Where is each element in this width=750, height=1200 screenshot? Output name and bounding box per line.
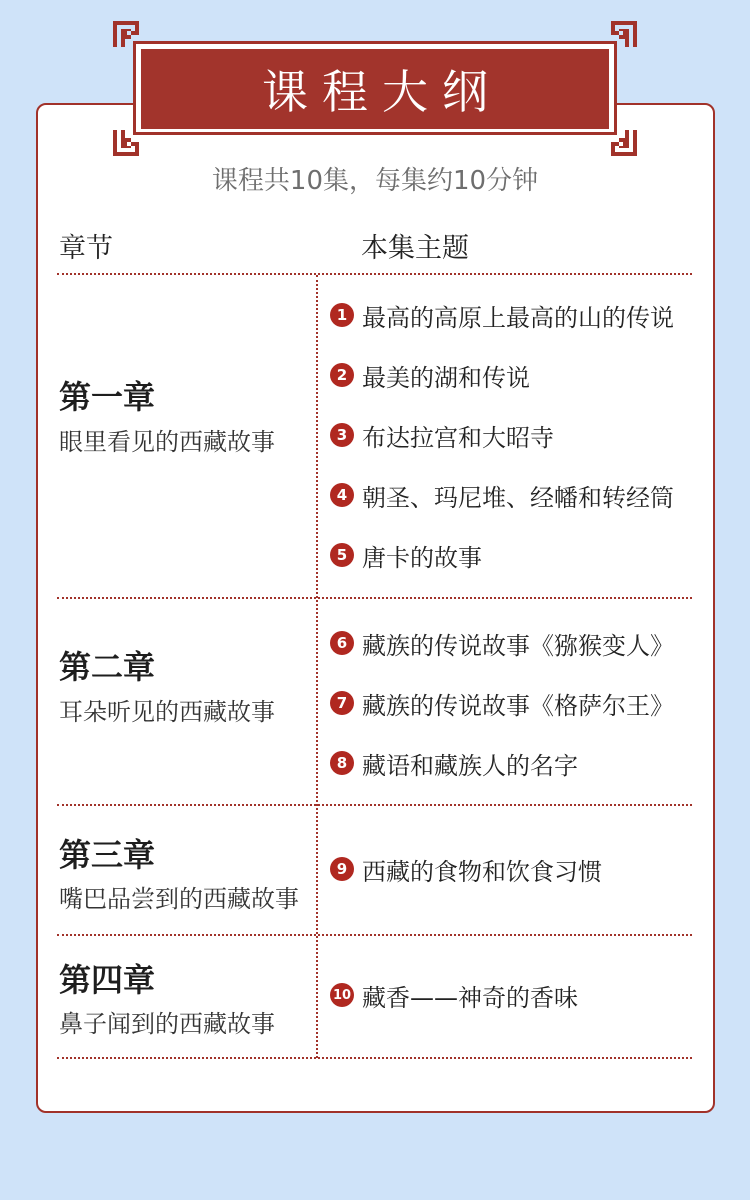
chapter-subtitle: 耳朵听见的西藏故事 — [59, 698, 275, 726]
corner-ornament-icon — [111, 128, 141, 158]
episode-number-badge: 10 — [330, 983, 354, 1007]
episode-item — [330, 685, 674, 721]
row-divider — [57, 273, 692, 275]
chapter-title: 第二章 — [59, 648, 156, 686]
column-divider — [316, 275, 318, 1058]
episode-item — [330, 297, 674, 333]
chapter-subtitle: 鼻子闻到的西藏故事 — [59, 1010, 275, 1038]
row-divider — [57, 934, 692, 936]
episode-title: 藏语和藏族人的名字 — [362, 751, 578, 780]
episode-number-badge: 3 — [330, 423, 354, 447]
episode-number-badge: 7 — [330, 691, 354, 715]
episode-item — [330, 417, 554, 453]
corner-ornament-icon — [609, 19, 639, 49]
episode-title: 布达拉宫和大昭寺 — [362, 423, 554, 452]
episode-item — [330, 745, 578, 781]
corner-ornament-icon — [609, 128, 639, 158]
corner-ornament-icon — [111, 19, 141, 49]
episode-title: 最美的湖和传说 — [362, 363, 530, 392]
chapter-subtitle: 眼里看见的西藏故事 — [59, 428, 275, 456]
episode-item — [330, 357, 530, 393]
episode-title: 西藏的食物和饮食习惯 — [362, 857, 602, 886]
episode-item — [330, 851, 602, 887]
episode-number-badge: 8 — [330, 751, 354, 775]
column-header-topic: 本集主题 — [361, 233, 469, 264]
episode-title: 最高的高原上最高的山的传说 — [362, 303, 674, 332]
column-header-chapter: 章节 — [59, 233, 113, 264]
episode-item — [330, 977, 578, 1013]
page-title: 课程大纲 — [141, 49, 609, 129]
row-divider — [57, 597, 692, 599]
episode-title: 藏香——神奇的香味 — [362, 983, 578, 1012]
episode-number-badge: 6 — [330, 631, 354, 655]
chapter-title: 第三章 — [59, 836, 156, 874]
episode-number-badge: 1 — [330, 303, 354, 327]
episode-item — [330, 625, 674, 661]
episode-title: 唐卡的故事 — [362, 543, 482, 572]
episode-title: 藏族的传说故事《格萨尔王》 — [362, 691, 674, 720]
episode-number-badge: 9 — [330, 857, 354, 881]
episode-number-badge: 4 — [330, 483, 354, 507]
episode-item — [330, 477, 674, 513]
episode-title: 藏族的传说故事《猕猴变人》 — [362, 631, 674, 660]
chapter-subtitle: 嘴巴品尝到的西藏故事 — [59, 885, 299, 913]
episode-item — [330, 537, 482, 573]
episode-title: 朝圣、玛尼堆、经幡和转经筒 — [362, 483, 674, 512]
chapter-title: 第四章 — [59, 961, 156, 999]
episode-number-badge: 2 — [330, 363, 354, 387]
row-divider — [57, 804, 692, 806]
chapter-title: 第一章 — [59, 378, 156, 416]
episode-number-badge: 5 — [330, 543, 354, 567]
row-divider — [57, 1057, 692, 1059]
course-summary: 课程共10集，每集约10分钟 — [211, 166, 539, 196]
